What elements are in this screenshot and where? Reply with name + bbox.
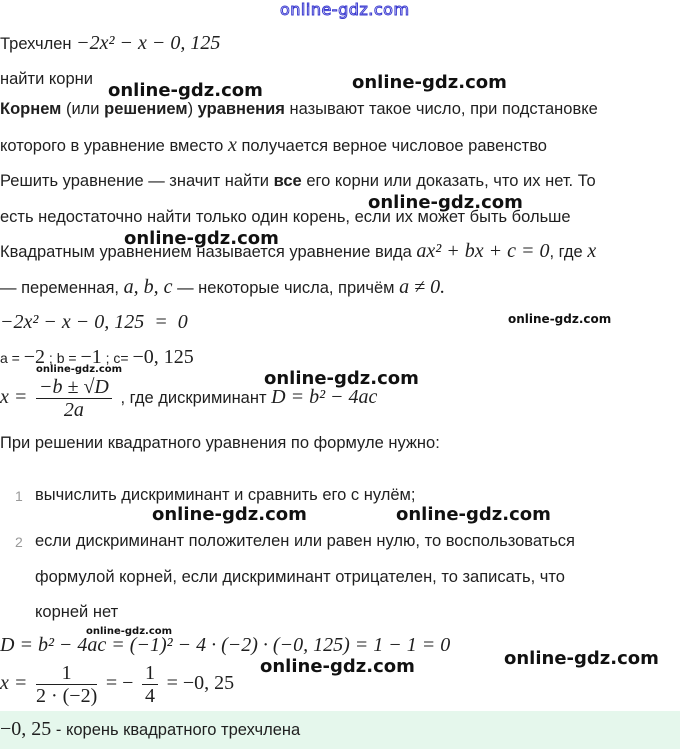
formula-denominator: 2a: [63, 399, 84, 421]
quadratic-def-start: Квадратным уравнением называется уравнение вида: [0, 243, 412, 261]
solution-term: решением: [104, 100, 188, 118]
discriminant-computation: [0, 634, 450, 657]
task-text: найти корни: [0, 70, 93, 88]
coeff-c-value: −0, 125: [132, 346, 194, 368]
definition-variable: x: [227, 134, 237, 156]
all-term: все: [273, 172, 302, 190]
trinomial-expression: −2x² − x − 0, 125: [76, 32, 221, 54]
watermark-small: online-gdz.com: [86, 626, 173, 637]
trinomial-label: Трехчлен: [0, 35, 72, 53]
quadratic-def-line-2: [0, 276, 445, 299]
watermark: online-gdz.com: [396, 504, 551, 525]
watermark: online-gdz.com: [368, 192, 523, 213]
root-term: Корнем: [0, 100, 62, 118]
quadratic-def-where: , где: [549, 243, 583, 261]
root-result: = −0, 25: [166, 671, 235, 694]
coeff-c-label: ; c=: [105, 350, 129, 366]
or-text: (или: [65, 100, 100, 118]
watermark: online-gdz.com: [124, 228, 279, 249]
formula-lhs: x =: [0, 385, 28, 408]
quadratic-variable: x: [587, 240, 597, 262]
step-number-2: 2: [15, 534, 23, 550]
watermark: online-gdz.com: [352, 72, 507, 93]
watermark: online-gdz.com: [504, 648, 659, 669]
discriminant-formula: D = b² − 4ac: [271, 385, 378, 408]
quadratic-def-variable-text: — переменная,: [0, 279, 119, 297]
root-fraction-1-numerator: 1: [36, 662, 97, 685]
root-computation: [0, 662, 234, 708]
quadratic-condition: a ≠ 0.: [399, 276, 446, 298]
root-fraction-1: [36, 662, 97, 707]
definition-line-2: [0, 134, 547, 157]
answer-line: [0, 718, 300, 741]
step-2-line-3: корней нет: [35, 603, 119, 621]
equation-term: уравнения: [197, 100, 285, 118]
trinomial-line: [0, 32, 220, 55]
formula-numerator: −b ± √D: [36, 376, 112, 399]
root-fraction-1-denominator: 2 · (−2): [35, 685, 98, 707]
step-1-text: вычислить дискриминант и сравнить его с нулём;: [35, 486, 416, 504]
watermark: online-gdz.com: [152, 504, 307, 525]
coeff-b-label: ; b =: [48, 350, 77, 366]
step-2-line-1: если дискриминант положителен или равен нулю, то воспользоваться: [35, 532, 575, 550]
coeff-b-value: −1: [80, 346, 102, 368]
solve-def-start: Решить уравнение — значит найти: [0, 172, 270, 190]
root-fraction-2-numerator: 1: [142, 662, 158, 685]
steps-intro: При решении квадратного уравнения по формуле нужно:: [0, 434, 440, 452]
solve-def-line-1: [0, 170, 596, 192]
formula-fraction: [36, 376, 112, 421]
root-fraction-2: [142, 662, 158, 707]
definition-line2-end: получается верное числовое равенство: [241, 137, 547, 155]
root-fraction-2-denominator: 4: [144, 685, 155, 707]
discriminant-expression: D = b² − 4ac = (−1)² − 4 · (−2) · (−0, 125) = 1 − 1 = 0: [0, 634, 451, 656]
step-2-line-2: формулой корней, если дискриминант отрицателен, то записать, что: [35, 568, 565, 586]
watermark: online-gdz.com: [108, 80, 263, 101]
formula-text: , где дискриминант: [120, 388, 267, 407]
watermark: online-gdz.com: [260, 656, 415, 677]
quadratic-general-form: ax² + bx + c = 0: [416, 240, 550, 262]
answer-text: - корень квадратного трехчлена: [55, 721, 301, 739]
watermark: online-gdz.com: [508, 312, 612, 326]
root-equals-minus: = −: [105, 671, 134, 694]
solve-def-line-2: есть недостаточно найти только один корень, если их может быть больше: [0, 208, 571, 226]
equation-expression: −2x² − x − 0, 125 = 0: [0, 311, 188, 333]
answer-value: −0, 25: [0, 718, 52, 740]
close-paren: ): [187, 100, 194, 118]
coeff-a-value: −2: [23, 346, 46, 368]
watermark: online-gdz.com: [264, 368, 419, 389]
definition-line2-start: которого в уравнение вместо: [0, 137, 224, 155]
definition-line-1: [0, 98, 598, 120]
quadratic-def-mid: — некоторые числа, причём: [177, 279, 395, 297]
step-number-1: 1: [15, 488, 23, 504]
top-watermark: online-gdz.com: [280, 0, 410, 19]
solve-def-end: его корни или доказать, что их нет. То: [306, 172, 596, 190]
quadratic-coeff-names: a, b, c: [123, 276, 173, 298]
root-lhs: x =: [0, 671, 28, 694]
quadratic-def-line-1: [0, 240, 596, 263]
equation-line: [0, 311, 188, 334]
watermark-small: online-gdz.com: [36, 364, 123, 375]
definition-rest: называют такое число, при подстановке: [289, 100, 598, 118]
coeff-a-label: a =: [0, 350, 20, 366]
